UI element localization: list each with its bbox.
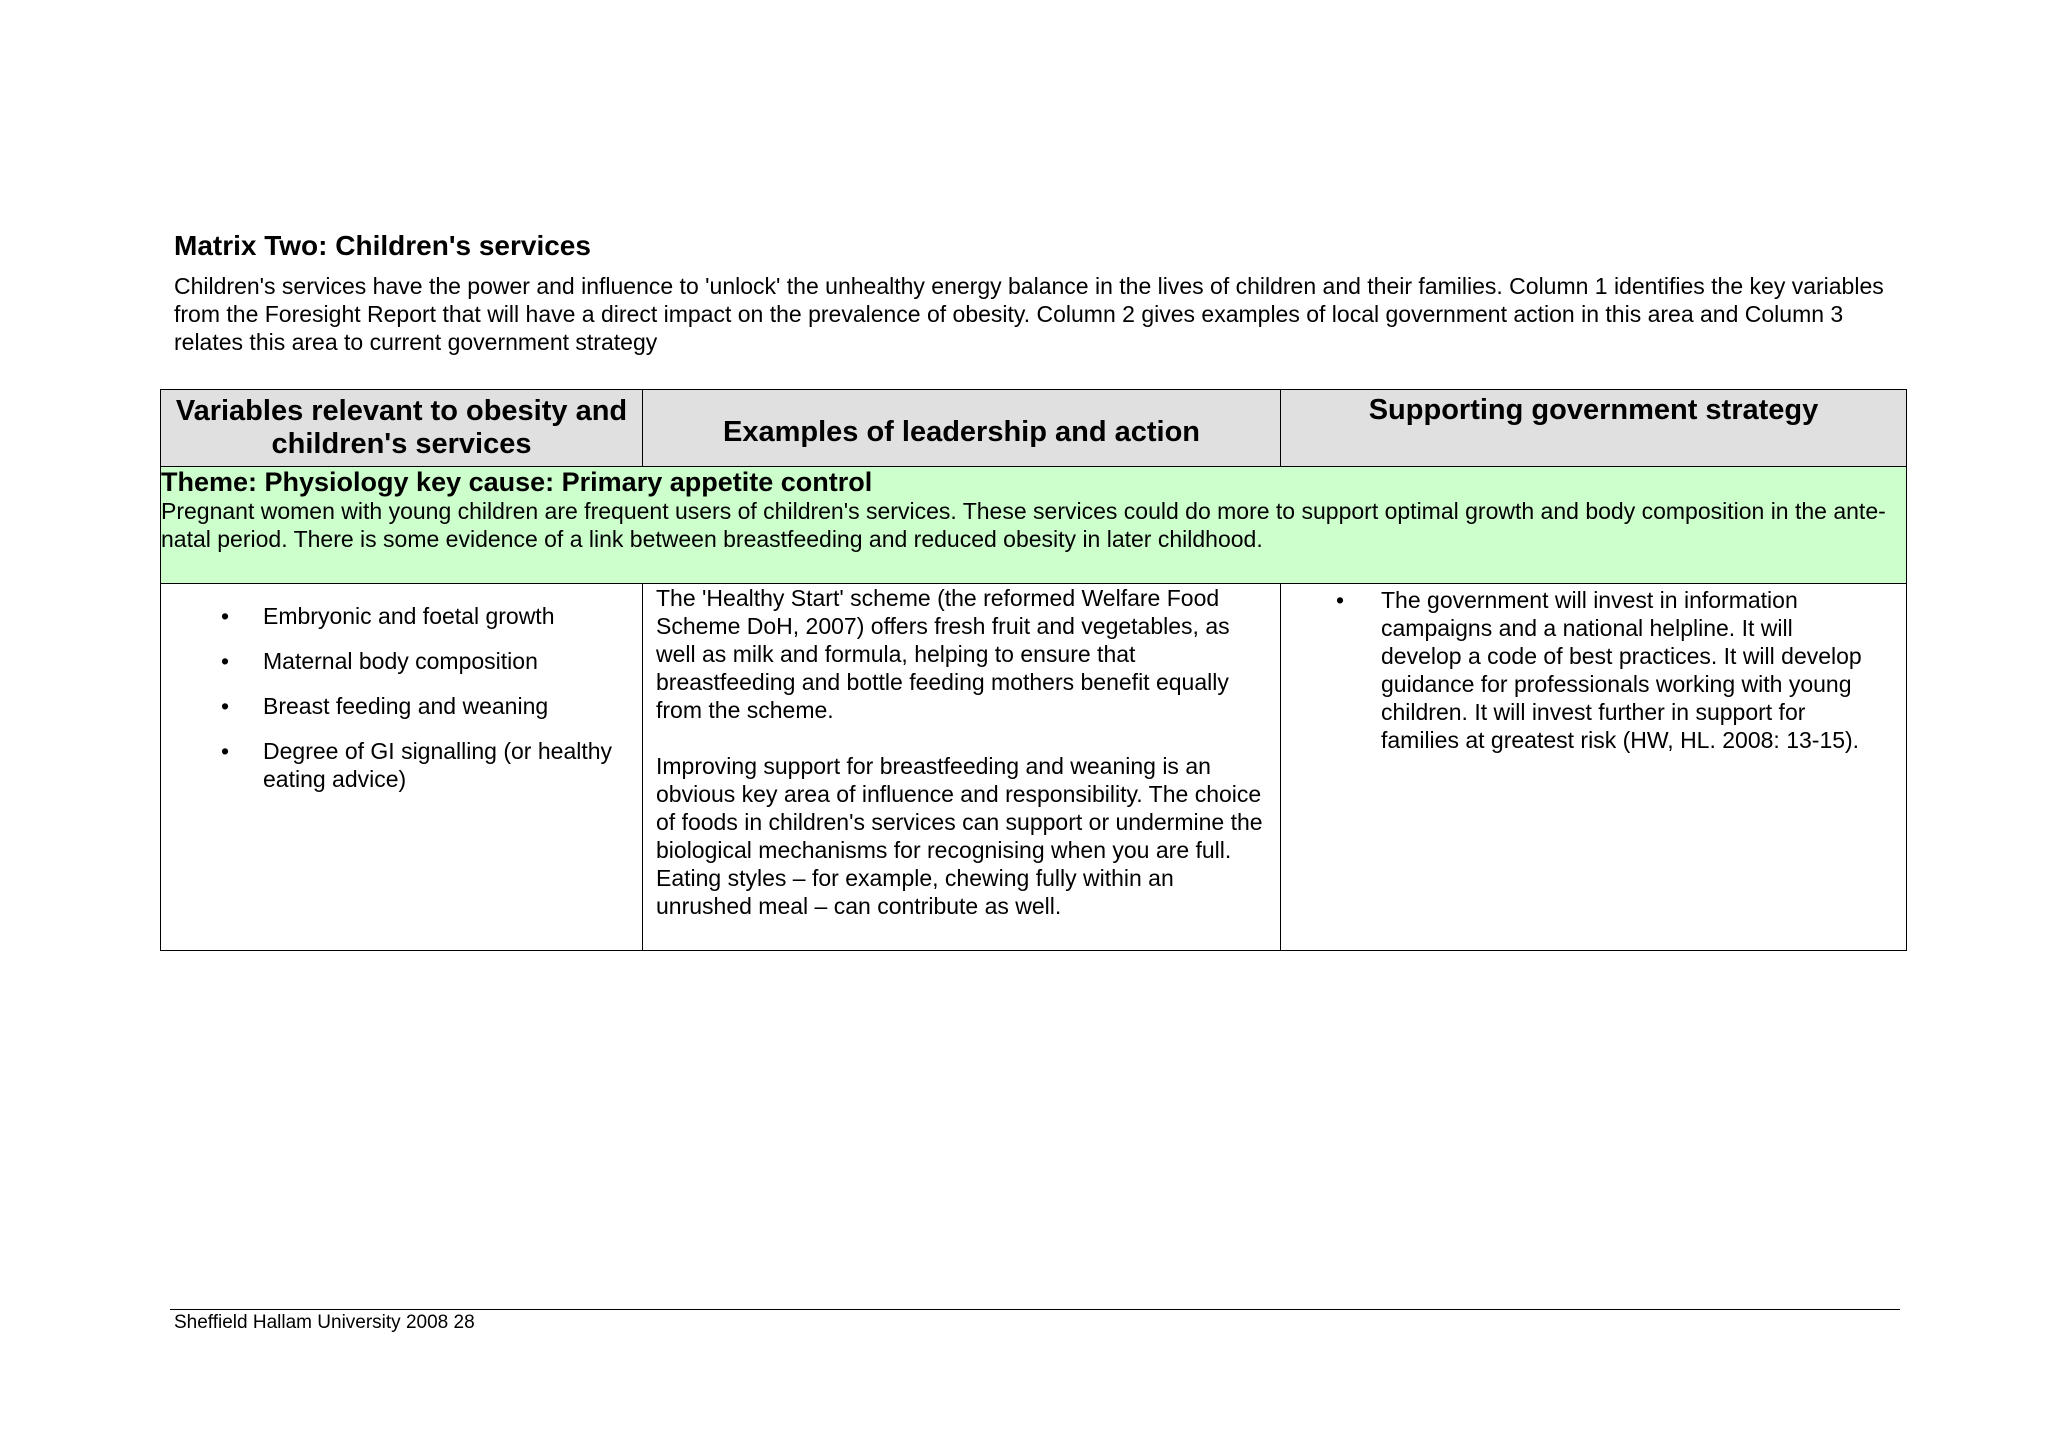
bullet-icon: •: [221, 648, 230, 674]
theme-title: Theme: Physiology key cause: Primary appetite control: [161, 467, 873, 497]
bullet-icon: •: [221, 603, 230, 629]
variables-cell: [161, 584, 643, 951]
theme-description: Pregnant women with young children are frequent users of children's services. These services could do more to support optimal growth and body composition in the ante-natal period. There is some evidence of a link between breastfeeding and reduced obesity in later childhood.: [161, 498, 1886, 552]
variable-text: Degree of GI signalling (or healthy eating advice): [263, 738, 613, 792]
bullet-icon: •: [221, 738, 230, 764]
header-variables: Variables relevant to obesity and children's services: [161, 390, 643, 467]
variable-text: Breast feeding and weaning: [263, 693, 549, 719]
list-item: [161, 692, 642, 720]
list-item: [161, 602, 642, 630]
strategy-cell: [1281, 584, 1907, 951]
intro-paragraph: Children's services have the power and influence to 'unlock' the unhealthy energy balance in the lives of children and their families. Column 1 identifies the key variables from the Foresight Report that will have a direct impact on the prevalence of obesity. Column 2 gives examples of local government action in this area and Column 3 relates this area to current government strategy: [174, 273, 1884, 355]
footer-text: Sheffield Hallam University 2008 28: [174, 1312, 475, 1333]
list-item: [161, 737, 642, 793]
list-item: [161, 647, 642, 675]
example-paragraph: Improving support for breastfeeding and weaning is an obvious key area of influence and responsibility. The choice of foods in children's services can support or undermine the biological mechanisms for recognising when you are full. Eating styles – for example, chewing fully within an unrushed meal – can contribute as well.: [656, 753, 1263, 919]
header-examples: Examples of leadership and action: [643, 390, 1281, 467]
content-row: [161, 584, 1907, 951]
matrix-table: [160, 389, 1907, 951]
bullet-icon: •: [1336, 587, 1345, 613]
strategy-list: [1281, 584, 1906, 754]
variable-text: Maternal body composition: [263, 648, 538, 674]
footer-divider: [170, 1309, 1900, 1310]
variables-list: [161, 584, 642, 793]
page-title: Matrix Two: Children's services: [174, 230, 591, 261]
strategy-text: The government will invest in information campaigns and a national helpline. It will develop a code of best practices. It will develop guidance for professionals working with young children. It will invest further in support for families at greatest risk (HW, HL. 2008: 13-15).: [1381, 587, 1862, 753]
theme-row: [161, 467, 1907, 584]
example-paragraph: The 'Healthy Start' scheme (the reformed Welfare Food Scheme DoH, 2007) offers fresh fruit and vegetables, as well as milk and formula, helping to ensure that breastfeeding and bottle feeding mothers benefit equally from the scheme.: [656, 585, 1230, 723]
examples-cell: [643, 584, 1281, 951]
header-row: [161, 390, 1907, 467]
header-strategy: Supporting government strategy: [1281, 390, 1907, 467]
list-item: [1281, 586, 1876, 754]
theme-cell: [161, 467, 1907, 584]
variable-text: Embryonic and foetal growth: [263, 603, 555, 629]
bullet-icon: •: [221, 693, 230, 719]
